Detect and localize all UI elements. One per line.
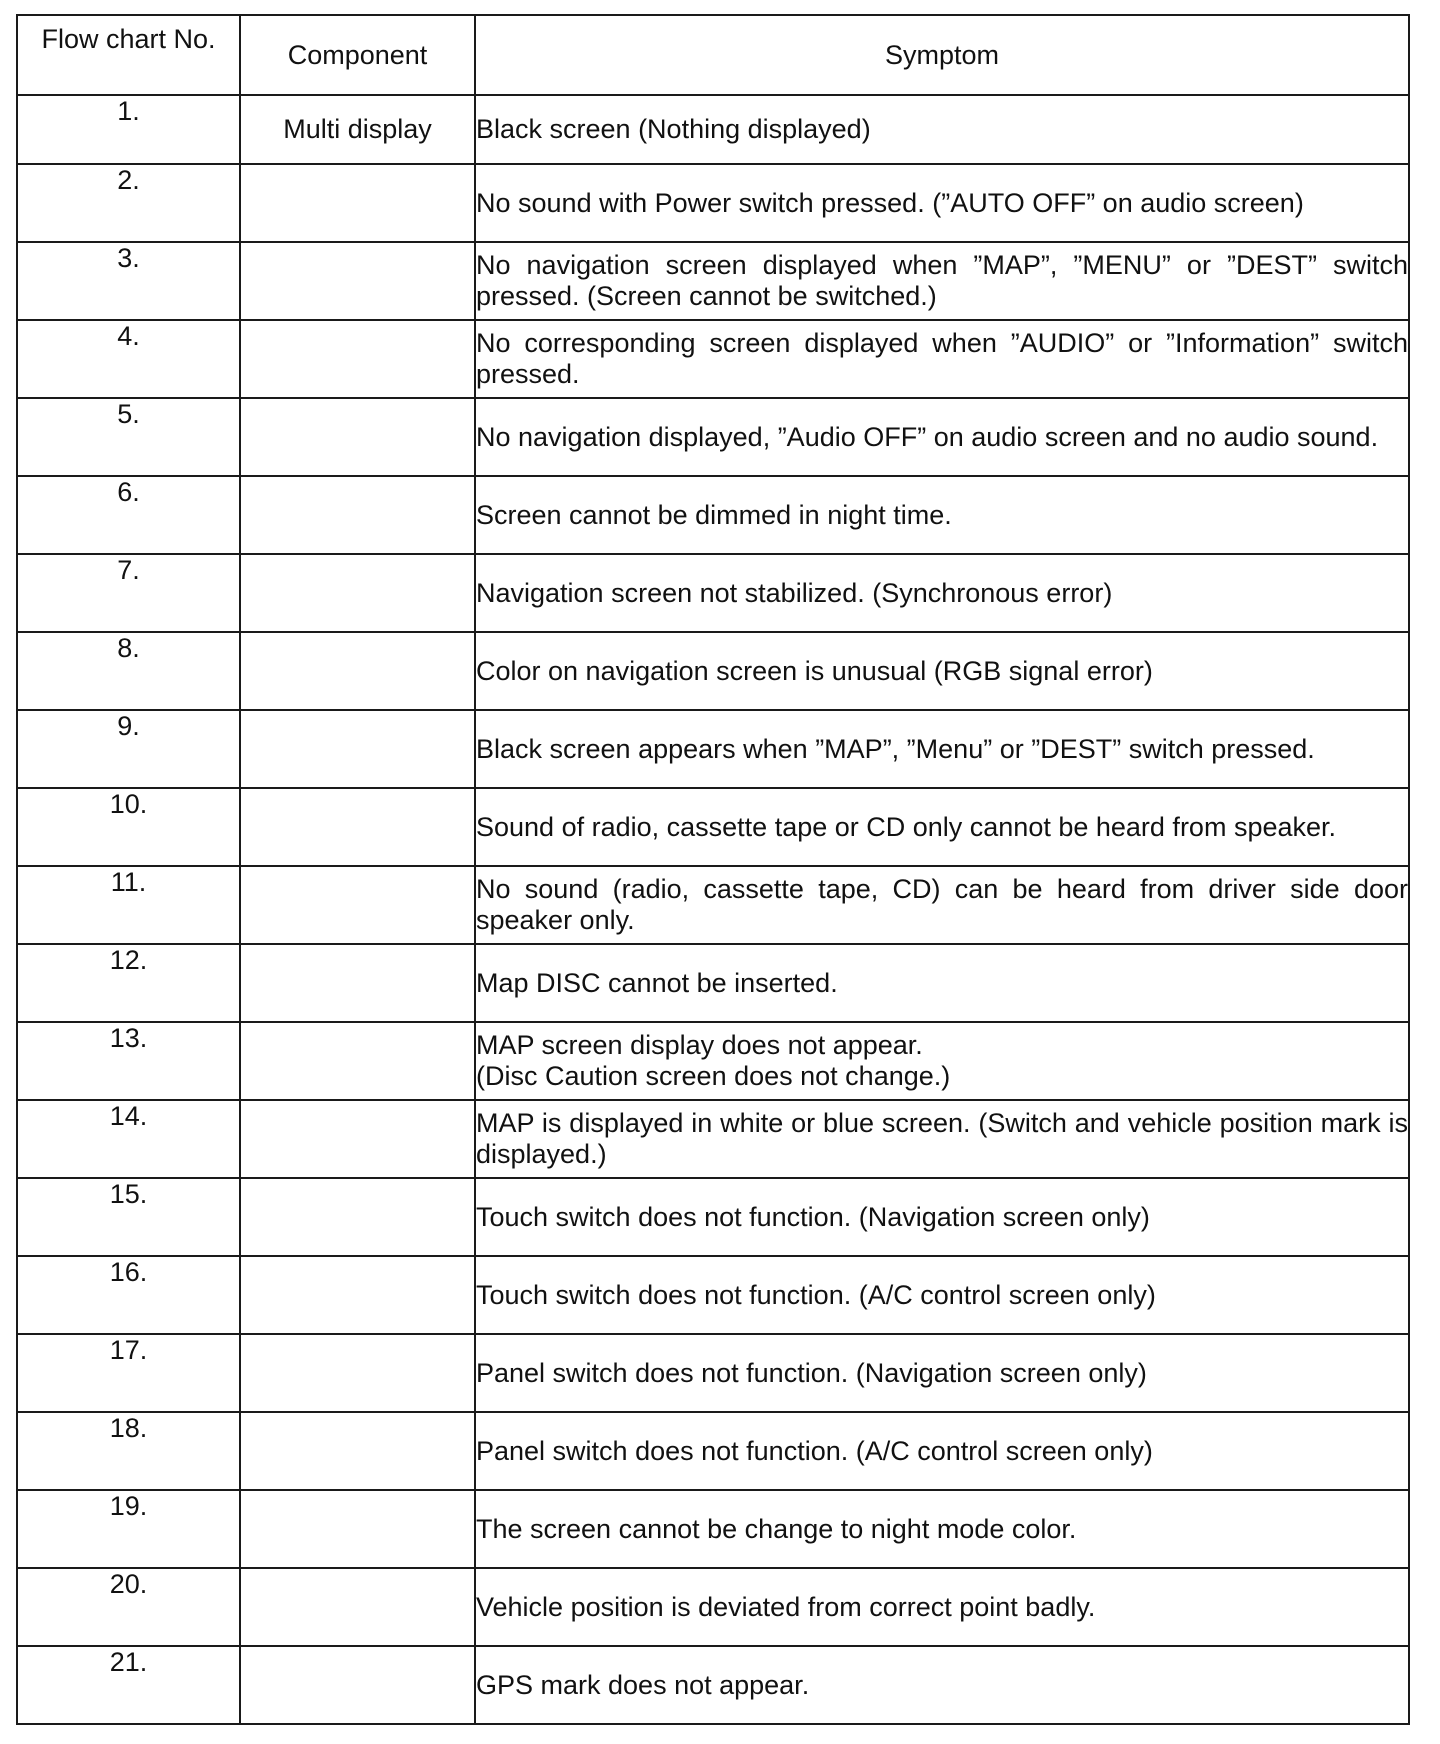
symptom-cell: No navigation displayed, ”Audio OFF” on audio screen and no audio sound.: [475, 398, 1409, 476]
table-row: [17, 710, 1409, 788]
flow-chart-number: 6.: [17, 476, 240, 554]
symptom-cell: No sound with Power switch pressed. (”AUTO OFF” on audio screen): [475, 164, 1409, 242]
component-cell: [240, 1334, 475, 1412]
symptom-cell: MAP screen display does not appear. (Disc Caution screen does not change.): [475, 1022, 1409, 1100]
flow-chart-number: 13.: [17, 1022, 240, 1100]
table-row: [17, 554, 1409, 632]
component-cell: Multi display: [240, 95, 475, 164]
symptom-cell: Vehicle position is deviated from correct point badly.: [475, 1568, 1409, 1646]
flow-chart-number: 15.: [17, 1178, 240, 1256]
table-row: [17, 1334, 1409, 1412]
table-row: [17, 95, 1409, 164]
symptom-cell: Panel switch does not function. (Navigation screen only): [475, 1334, 1409, 1412]
flow-chart-number: 3.: [17, 242, 240, 320]
flow-chart-number: 21.: [17, 1646, 240, 1724]
header-symptom: Symptom: [475, 15, 1409, 95]
table-row: [17, 242, 1409, 320]
flow-chart-number: 14.: [17, 1100, 240, 1178]
table-row: [17, 1412, 1409, 1490]
symptom-cell: Screen cannot be dimmed in night time.: [475, 476, 1409, 554]
table-row: [17, 1100, 1409, 1178]
symptom-table: [16, 14, 1410, 1725]
symptom-cell: GPS mark does not appear.: [475, 1646, 1409, 1724]
symptom-cell: Color on navigation screen is unusual (RGB signal error): [475, 632, 1409, 710]
table-row: [17, 476, 1409, 554]
symptom-cell: Panel switch does not function. (A/C control screen only): [475, 1412, 1409, 1490]
symptom-cell: No sound (radio, cassette tape, CD) can be heard from driver side door speaker only.: [475, 866, 1409, 944]
component-cell: [240, 554, 475, 632]
component-cell: [240, 1256, 475, 1334]
component-cell: [240, 1412, 475, 1490]
flow-chart-number: 10.: [17, 788, 240, 866]
symptom-cell: The screen cannot be change to night mode color.: [475, 1490, 1409, 1568]
flow-chart-number: 16.: [17, 1256, 240, 1334]
table-row: [17, 398, 1409, 476]
flow-chart-number: 1.: [17, 95, 240, 164]
header-component: Component: [240, 15, 475, 95]
table-row: [17, 1568, 1409, 1646]
flow-chart-number: 5.: [17, 398, 240, 476]
component-cell: [240, 1022, 475, 1100]
flow-chart-number: 20.: [17, 1568, 240, 1646]
flow-chart-number: 11.: [17, 866, 240, 944]
flow-chart-number: 9.: [17, 710, 240, 788]
symptom-cell: MAP is displayed in white or blue screen. (Switch and vehicle position mark is displayed.): [475, 1100, 1409, 1178]
table-row: [17, 1646, 1409, 1724]
component-cell: [240, 476, 475, 554]
table-row: [17, 632, 1409, 710]
table-row: [17, 1490, 1409, 1568]
component-cell: [240, 866, 475, 944]
component-cell: [240, 320, 475, 398]
component-cell: [240, 1490, 475, 1568]
symptom-cell: Black screen (Nothing displayed): [475, 95, 1409, 164]
component-cell: [240, 710, 475, 788]
component-cell: [240, 398, 475, 476]
symptom-cell: No corresponding screen displayed when ”AUDIO” or ”Information” switch pressed.: [475, 320, 1409, 398]
component-cell: [240, 632, 475, 710]
flow-chart-number: 2.: [17, 164, 240, 242]
component-cell: [240, 242, 475, 320]
symptom-cell: Sound of radio, cassette tape or CD only cannot be heard from speaker.: [475, 788, 1409, 866]
table-row: [17, 788, 1409, 866]
component-cell: [240, 164, 475, 242]
symptom-cell: Navigation screen not stabilized. (Synchronous error): [475, 554, 1409, 632]
symptom-cell: Touch switch does not function. (A/C control screen only): [475, 1256, 1409, 1334]
symptom-cell: Map DISC cannot be inserted.: [475, 944, 1409, 1022]
header-row: [17, 15, 1409, 95]
component-cell: [240, 1100, 475, 1178]
table-row: [17, 866, 1409, 944]
table-row: [17, 944, 1409, 1022]
flow-chart-number: 8.: [17, 632, 240, 710]
symptom-cell: Black screen appears when ”MAP”, ”Menu” or ”DEST” switch pressed.: [475, 710, 1409, 788]
component-cell: [240, 944, 475, 1022]
table-body: [17, 95, 1409, 1724]
table-row: [17, 1256, 1409, 1334]
component-cell: [240, 788, 475, 866]
flow-chart-number: 18.: [17, 1412, 240, 1490]
flow-chart-number: 12.: [17, 944, 240, 1022]
table-row: [17, 1022, 1409, 1100]
component-cell: [240, 1568, 475, 1646]
flow-chart-number: 17.: [17, 1334, 240, 1412]
flow-chart-number: 7.: [17, 554, 240, 632]
table-row: [17, 164, 1409, 242]
flow-chart-number: 19.: [17, 1490, 240, 1568]
header-flow-chart-no: Flow chart No.: [17, 15, 240, 95]
table-row: [17, 320, 1409, 398]
symptom-cell: Touch switch does not function. (Navigation screen only): [475, 1178, 1409, 1256]
table-row: [17, 1178, 1409, 1256]
table-header: [17, 15, 1409, 95]
component-cell: [240, 1178, 475, 1256]
component-cell: [240, 1646, 475, 1724]
symptom-cell: No navigation screen displayed when ”MAP”, ”MENU” or ”DEST” switch pressed. (Screen cannot be switched.): [475, 242, 1409, 320]
flow-chart-number: 4.: [17, 320, 240, 398]
